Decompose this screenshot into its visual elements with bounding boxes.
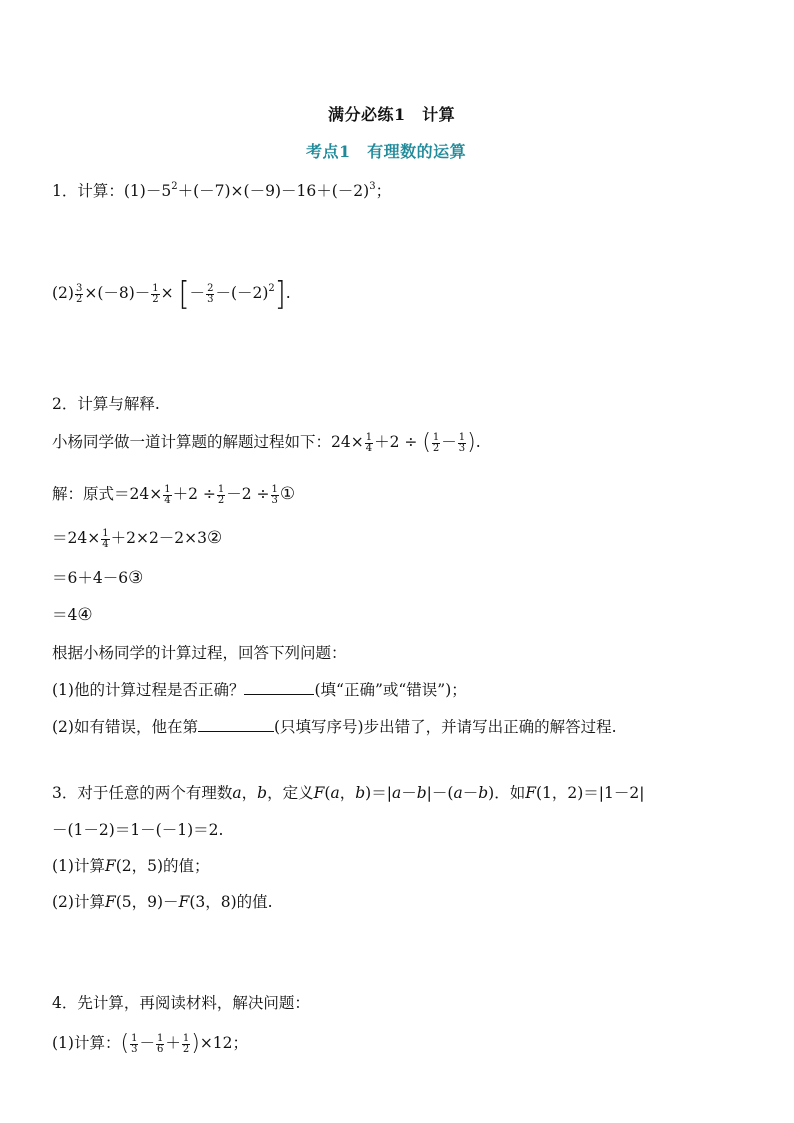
- fraction: [75, 284, 83, 305]
- fraction-numerator: 1: [432, 431, 440, 443]
- question-number: 1．: [52, 182, 78, 200]
- fraction-denominator: 6: [156, 1043, 164, 1055]
- fraction-denominator: 3: [458, 442, 466, 454]
- fraction: [206, 284, 214, 305]
- variable: b: [416, 784, 427, 802]
- question-2-ask: 根据小杨同学的计算过程，回答下列问题：: [52, 644, 347, 662]
- fraction-numerator: 1: [102, 527, 109, 539]
- question-2-intro: [52, 431, 481, 454]
- question-4-heading: [52, 992, 310, 1014]
- left-paren: (: [422, 430, 431, 455]
- fraction-numerator: 1: [217, 483, 225, 495]
- function-symbol: F: [525, 784, 536, 802]
- page-title: 满分必练1 计算: [328, 105, 456, 124]
- fraction: [130, 1034, 138, 1055]
- fraction: [182, 1034, 190, 1055]
- intro-text: 小杨同学做一道计算题的解题过程如下：24×: [52, 433, 364, 451]
- exponent: 3: [369, 181, 376, 192]
- minus-sign: －: [462, 784, 479, 802]
- step-text: 解：原式＝24×: [52, 485, 163, 503]
- step-text: －2 ÷: [226, 485, 270, 503]
- fraction-numerator: 1: [458, 431, 466, 443]
- solution-step-2: [52, 527, 222, 550]
- expr-a: －5: [145, 182, 172, 200]
- step-text: ＝6＋4－6: [52, 569, 129, 587]
- end-dot: .: [285, 284, 291, 302]
- fraction-denominator: 3: [207, 293, 214, 305]
- fraction: [365, 433, 373, 454]
- part-text: (2，5)的值；: [115, 857, 210, 875]
- part-text: (5，9)－: [115, 893, 179, 911]
- question-4-part-1: [52, 1032, 248, 1055]
- left-paren: (: [120, 1031, 130, 1056]
- left-bracket: [: [178, 274, 190, 313]
- variable: a: [330, 784, 340, 802]
- variable: a: [232, 784, 242, 802]
- step-marker: ④: [77, 605, 93, 625]
- question-3-line-1: [52, 782, 645, 804]
- question-text: (1，2)＝: [535, 784, 599, 802]
- fraction-numerator: 2: [207, 282, 214, 294]
- intro-mid: ＋2 ÷: [374, 433, 418, 451]
- fraction-denominator: 4: [365, 442, 373, 454]
- variable: a: [391, 784, 402, 802]
- fraction-denominator: 3: [131, 1043, 138, 1055]
- abs-bar: |: [639, 784, 645, 802]
- abs-bar: |: [386, 784, 392, 802]
- exponent: 2: [171, 181, 178, 192]
- fraction-denominator: 3: [271, 494, 278, 506]
- question-2-heading: [52, 393, 160, 415]
- comma: ，: [241, 784, 258, 802]
- fraction-numerator: 1: [131, 1032, 138, 1044]
- question-3-part-1: [52, 855, 210, 877]
- part-text: (3，8)的值.: [189, 893, 273, 911]
- part-text: (2)如有错误，他在第: [52, 718, 198, 736]
- function-symbol: F: [313, 784, 325, 802]
- question-number: 2．: [52, 395, 78, 413]
- function-symbol: F: [178, 893, 190, 911]
- fraction-denominator: 4: [102, 538, 109, 550]
- plus-sign: ＋: [165, 1034, 181, 1052]
- question-2-part-2: [52, 716, 617, 738]
- right-paren: ): [467, 430, 476, 455]
- fraction-numerator: 1: [271, 483, 278, 495]
- question-heading: 先计算，再阅读材料，解决问题：: [77, 994, 310, 1012]
- variable: b: [257, 784, 268, 802]
- question-text: ，定义: [267, 784, 314, 802]
- minus-sign: －: [441, 433, 457, 451]
- fraction: [432, 433, 440, 454]
- expr-tail: －(－2): [215, 284, 269, 302]
- fraction-numerator: 3: [75, 282, 83, 294]
- minus-sign: －: [401, 784, 417, 802]
- solution-step-1: [52, 483, 295, 506]
- question-text: 对于任意的两个有理数: [77, 784, 233, 802]
- question-number: 4．: [52, 994, 78, 1012]
- question-text: )．如: [488, 784, 526, 802]
- section-subtitle: 考点1 有理数的运算: [306, 142, 467, 161]
- fraction: [217, 485, 225, 506]
- solution-step-4: [52, 604, 93, 626]
- fraction: [101, 529, 109, 550]
- abs-bar: |: [598, 784, 605, 802]
- variable: b: [478, 784, 489, 802]
- fraction-denominator: 2: [75, 293, 83, 305]
- expr-b: ＋(－7)×(－9)－16＋(－2): [177, 182, 370, 200]
- fraction-denominator: 2: [182, 1043, 190, 1055]
- answer-blank[interactable]: [198, 717, 274, 732]
- part-text: ×12；: [199, 1034, 249, 1052]
- step-marker: ②: [207, 528, 223, 548]
- fraction: [458, 433, 466, 454]
- fraction-numerator: 1: [164, 483, 171, 495]
- question-text: )＝: [365, 784, 387, 802]
- question-heading: 计算与解释.: [77, 395, 160, 413]
- step-text: ＝4: [52, 606, 78, 624]
- fraction-denominator: 4: [164, 494, 171, 506]
- question-text: 1－2: [604, 784, 640, 802]
- question-3-part-2: [52, 891, 273, 913]
- question-lead: 计算：(1): [77, 182, 146, 200]
- part-text: (1)他的计算过程是否正确？: [52, 681, 245, 699]
- part-text: (1)计算：: [52, 1034, 121, 1052]
- right-bracket: ]: [274, 274, 286, 313]
- part-text: (只填写序号)步出错了，并请写出正确的解答过程.: [273, 718, 617, 736]
- fraction-denominator: 2: [217, 494, 225, 506]
- question-2-part-1: [52, 679, 467, 701]
- fraction-numerator: 1: [182, 1032, 190, 1044]
- fraction: [151, 284, 159, 305]
- variable: a: [453, 784, 463, 802]
- minus-sign: －: [189, 284, 206, 302]
- exponent: 2: [268, 283, 275, 294]
- question-1-part-1: [52, 180, 391, 202]
- part-text: (1)计算: [52, 857, 105, 875]
- part-label: (2): [52, 284, 74, 302]
- expr-tail: ；: [375, 182, 392, 200]
- step-text: ＝24×: [52, 529, 101, 547]
- step-text: ＋2×2－2×3: [110, 529, 208, 547]
- variable: b: [355, 784, 366, 802]
- function-symbol: F: [104, 857, 116, 875]
- part-text: (2)计算: [52, 893, 105, 911]
- fraction: [271, 485, 279, 506]
- end-dot: .: [475, 433, 481, 451]
- part-text: (填“正确”或“错误”)；: [314, 681, 467, 699]
- step-marker: ①: [279, 484, 296, 504]
- fraction-numerator: 1: [365, 431, 373, 443]
- solution-step-3: [52, 567, 143, 589]
- times-sign: ×: [160, 284, 174, 302]
- fraction-denominator: 2: [152, 293, 159, 305]
- expr-mid: ×(－8)－: [84, 284, 151, 302]
- fraction-denominator: 2: [432, 442, 440, 454]
- fraction-numerator: 1: [156, 1032, 164, 1044]
- question-text: －(: [431, 784, 454, 802]
- answer-blank[interactable]: [244, 680, 314, 695]
- step-marker: ③: [128, 568, 144, 588]
- question-text: (: [324, 784, 331, 802]
- fraction-numerator: 1: [152, 282, 159, 294]
- fraction: [163, 485, 171, 506]
- step-text: ＋2 ÷: [172, 485, 216, 503]
- function-symbol: F: [104, 893, 116, 911]
- abs-bar: |: [426, 784, 432, 802]
- question-number: 3．: [52, 784, 78, 802]
- question-3-line-2: －(1－2)＝1－(－1)＝2.: [52, 821, 224, 839]
- comma: ，: [339, 784, 356, 802]
- right-paren: ): [191, 1031, 200, 1056]
- minus-sign: －: [139, 1034, 155, 1052]
- fraction: [156, 1034, 164, 1055]
- question-1-part-2: [52, 274, 291, 313]
